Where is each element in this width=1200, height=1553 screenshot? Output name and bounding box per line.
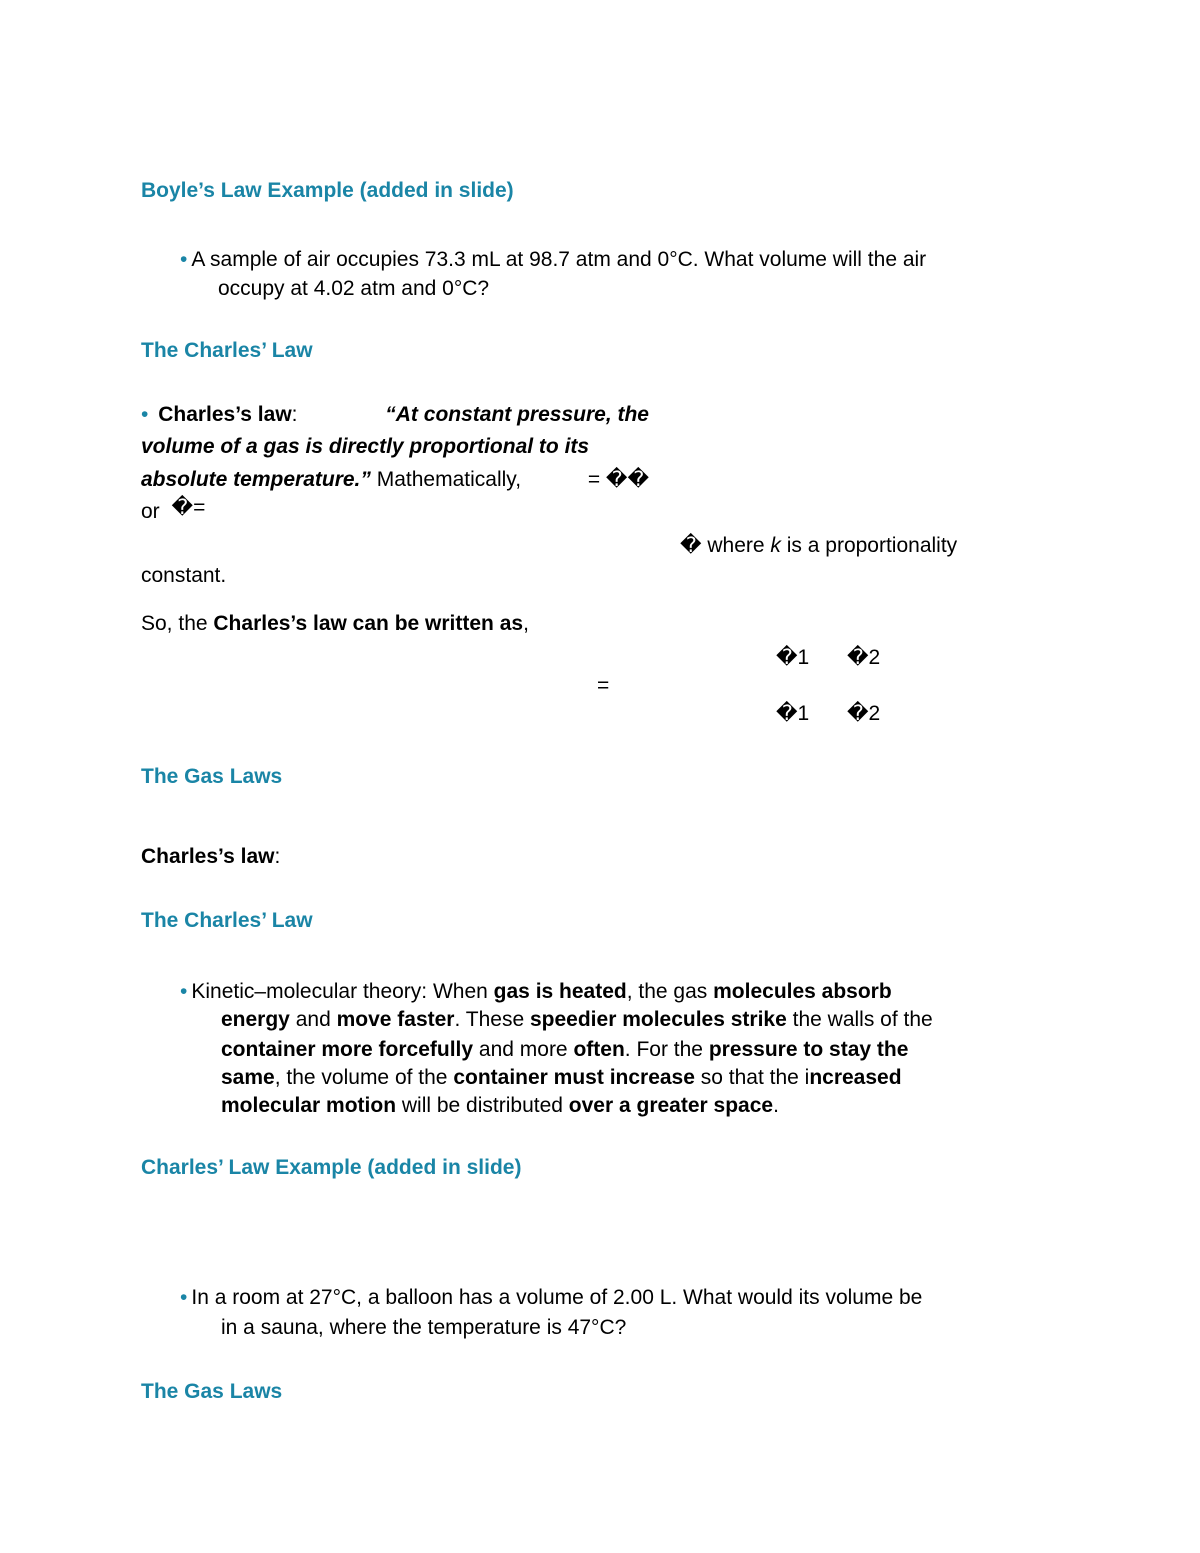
definition-line-4: or �= xyxy=(141,496,206,523)
formula-v1: �1 xyxy=(776,646,810,669)
bullet: • xyxy=(180,1286,188,1309)
formula-t1: �1 xyxy=(776,702,810,725)
equation-v-equals-kt: = �� xyxy=(587,468,649,491)
charles-example-line-2: in a sauna, where the temperature is 47°C? xyxy=(221,1316,627,1339)
bullet: • xyxy=(141,403,149,426)
charles-law-label: Charles’s law: xyxy=(141,845,281,868)
boyles-example-line-2: occupy at 4.02 atm and 0°C? xyxy=(218,277,490,300)
equation-fraction: �= xyxy=(171,496,206,519)
formula-t2: �2 xyxy=(847,702,881,725)
boyles-example-heading: Boyle’s Law Example (added in slide) xyxy=(141,179,514,202)
kmt-line-2: energy and move faster. These speedier molecules strike the walls of the xyxy=(221,1008,933,1031)
definition-line-1: • Charles’s law: “At constant pressure, the xyxy=(141,403,649,426)
formula-equals: = xyxy=(597,674,610,697)
bullet: • xyxy=(180,248,188,271)
charles-example-heading: Charles’ Law Example (added in slide) xyxy=(141,1156,522,1179)
bullet: • xyxy=(180,980,188,1003)
formula-v2: �2 xyxy=(847,646,881,669)
charles-law-definition xyxy=(141,400,649,529)
charles-example-line-1: • In a room at 27°C, a balloon has a volume of 2.00 L. What would its volume be xyxy=(180,1286,923,1309)
gas-laws-heading-2: The Gas Laws xyxy=(141,1380,283,1403)
charles-law-heading-2: The Charles’ Law xyxy=(141,909,313,932)
constant-text: constant. xyxy=(141,564,227,587)
kmt-line-5: molecular motion will be distributed over a greater space. xyxy=(221,1094,779,1117)
proportionality-note: � where k is a proportionality xyxy=(680,534,958,557)
definition-line-3: absolute temperature.” Mathematically, = �� xyxy=(141,465,649,497)
boyles-example-line-1: • A sample of air occupies 73.3 mL at 98.7 atm and 0°C. What volume will the air xyxy=(180,248,927,271)
kmt-line-3: container more forcefully and more often. For the pressure to stay the xyxy=(221,1038,909,1061)
charles-law-written-as: So, the Charles’s law can be written as, xyxy=(141,612,529,635)
charles-law-heading: The Charles’ Law xyxy=(141,339,313,362)
definition-line-2: volume of a gas is directly proportional to its xyxy=(141,435,590,458)
kmt-line-4: same, the volume of the container must increase so that the increased xyxy=(221,1066,902,1089)
gas-laws-heading: The Gas Laws xyxy=(141,765,283,788)
kmt-line-1: • Kinetic–molecular theory: When gas is heated, the gas molecules absorb xyxy=(180,980,892,1003)
